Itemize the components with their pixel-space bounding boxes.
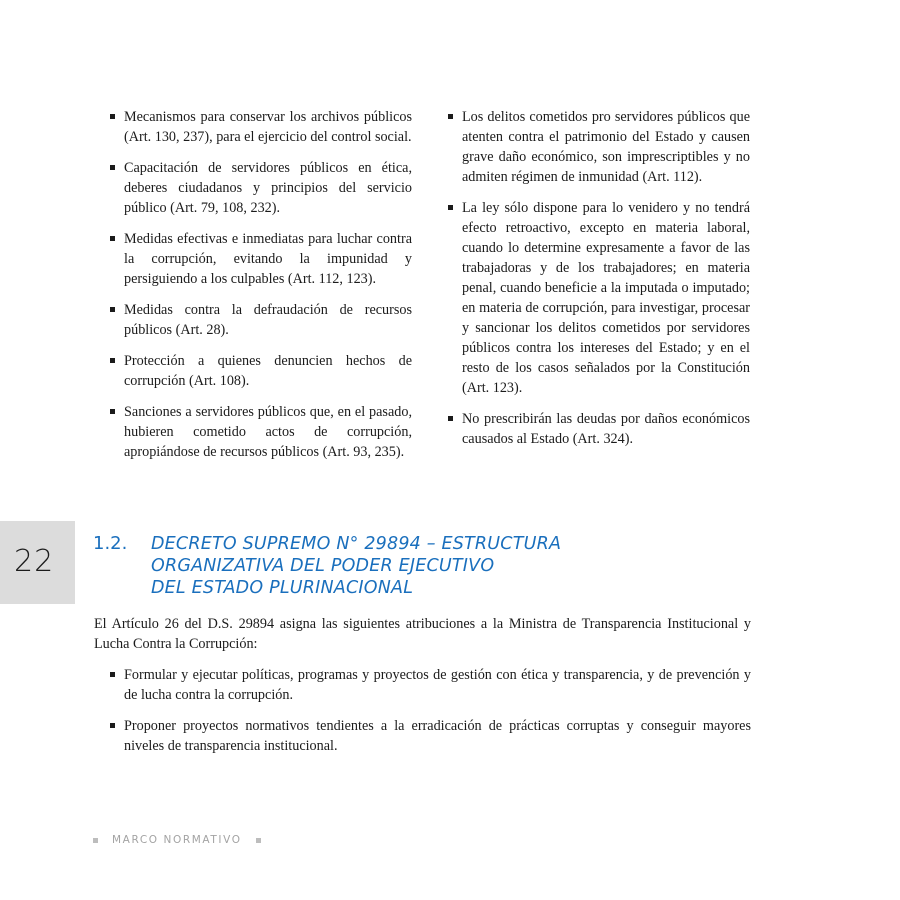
square-bullet-icon (448, 416, 453, 421)
list-item (108, 665, 751, 705)
list-item (108, 229, 412, 289)
list-item-text: Medidas efectivas e inmediatas para luchar contra la corrupción, evitando la impunidad y persiguiendo a los culpables (Art. 112, 123). (124, 231, 412, 287)
right-bullet-list (446, 107, 750, 449)
footer-square-icon (256, 838, 261, 843)
list-item (108, 158, 412, 218)
list-item (446, 198, 750, 398)
section-title-line: DEL ESTADO PLURINACIONAL (151, 578, 414, 598)
section-title (151, 533, 751, 599)
list-item-text: Capacitación de servidores públicos en ética, deberes ciudadanos y principios del servicio público (Art. 79, 108, 232). (124, 160, 412, 216)
left-bullet-list (108, 107, 412, 462)
list-item-text: La ley sólo dispone para lo venidero y no tendrá efecto retroactivo, excepto en materia laboral, cuando lo determine expresamente a favor de las trabajadoras y de los trabajadores; en materia penal, cuando beneficie a la imputada o imputado; en materia de corrupción, para investigar, procesar y sancionar los delitos cometidos por servidores públicos contra los intereses del Estado; y en el resto de los casos señalados por la Constitución (Art. 123). (462, 200, 750, 396)
list-item (108, 107, 412, 147)
footer-label: MARCO NORMATIVO (112, 834, 242, 846)
left-column (108, 107, 412, 473)
attributions-bullet-list (108, 665, 751, 756)
attributions-list-container (108, 665, 751, 767)
list-item-text: Proponer proyectos normativos tendientes a la erradicación de prácticas corruptas y conseguir mayores niveles de transparencia institucional. (124, 718, 751, 754)
square-bullet-icon (110, 723, 115, 728)
page-number: 22 (14, 544, 55, 579)
list-item (446, 409, 750, 449)
square-bullet-icon (110, 409, 115, 414)
list-item-text: Formular y ejecutar políticas, programas y proyectos de gestión con ética y transparencia, y de prevención y de lucha contra la corrupción. (124, 667, 751, 703)
list-item (446, 107, 750, 187)
square-bullet-icon (110, 114, 115, 119)
list-item-text: Los delitos cometidos pro servidores públicos que atenten contra el patrimonio del Estado y causen grave daño económico, son imprescriptibles y no admiten régimen de inmunidad (Art. 112). (462, 109, 750, 185)
section-number: 1.2. (93, 533, 128, 554)
square-bullet-icon (110, 307, 115, 312)
list-item-text: Medidas contra la defraudación de recursos públicos (Art. 28). (124, 302, 412, 338)
list-item (108, 402, 412, 462)
square-bullet-icon (448, 205, 453, 210)
footer-square-icon (93, 838, 98, 843)
square-bullet-icon (110, 236, 115, 241)
section-title-line: DECRETO SUPREMO N° 29894 – ESTRUCTURA (151, 534, 562, 554)
list-item-text: No prescribirán las deudas por daños económicos causados al Estado (Art. 324). (462, 411, 750, 447)
square-bullet-icon (110, 165, 115, 170)
list-item (108, 300, 412, 340)
list-item-text: Sanciones a servidores públicos que, en el pasado, hubieren cometido actos de corrupción, apropiándose de recursos públicos (Art. 93, 235). (124, 404, 412, 460)
square-bullet-icon (110, 358, 115, 363)
list-item-text: Mecanismos para conservar los archivos públicos (Art. 130, 237), para el ejercicio del control social. (124, 109, 412, 145)
right-column (446, 107, 750, 460)
intro-paragraph: El Artículo 26 del D.S. 29894 asigna las siguientes atribuciones a la Ministra de Transparencia Institucional y Lucha Contra la Corrupción: (94, 616, 751, 652)
section-title-line: ORGANIZATIVA DEL PODER EJECUTIVO (151, 556, 495, 576)
list-item (108, 716, 751, 756)
list-item (108, 351, 412, 391)
square-bullet-icon (110, 672, 115, 677)
page-footer (93, 834, 261, 846)
list-item-text: Protección a quienes denuncien hechos de corrupción (Art. 108). (124, 353, 412, 389)
square-bullet-icon (448, 114, 453, 119)
